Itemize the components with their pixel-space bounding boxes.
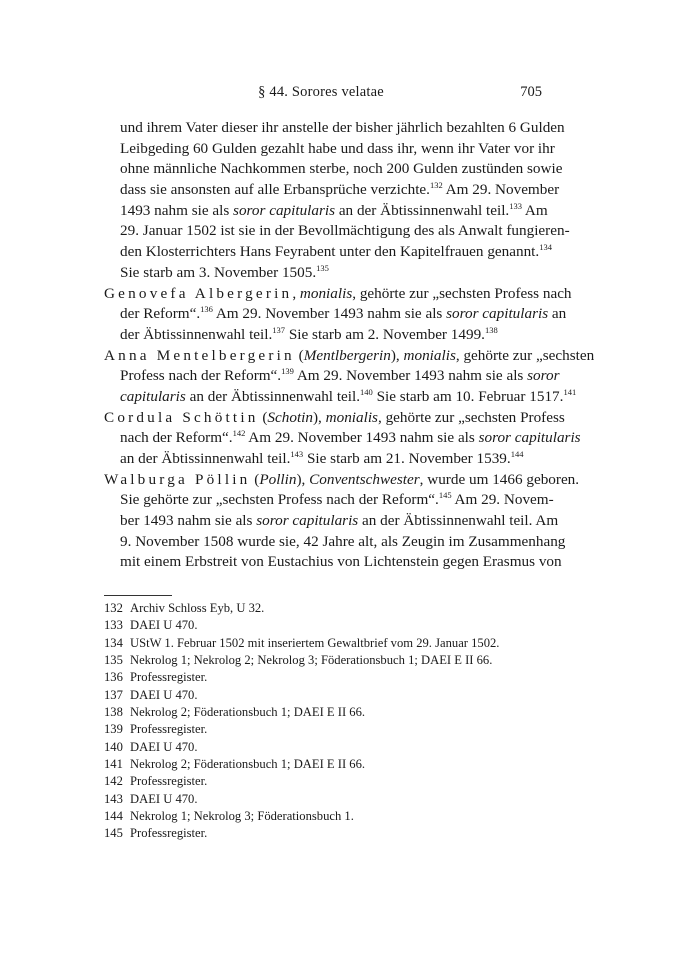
section-title: § 44. Sorores velatae bbox=[258, 84, 384, 100]
text-run: Sie starb am 10. Februar 1517. bbox=[372, 387, 564, 405]
footnote-text: Professregister. bbox=[130, 670, 208, 685]
italic-text: Mentlbergerin bbox=[303, 346, 391, 364]
text-run: , gehörte zur „sechsten Profess bbox=[377, 408, 565, 426]
text-line bbox=[104, 428, 581, 449]
footnote-text: Nekrolog 1; Nekrolog 3; Föderationsbuch 1. bbox=[130, 809, 354, 824]
footnote-number: 139 bbox=[104, 722, 123, 737]
text-run: an bbox=[548, 305, 567, 323]
footnote bbox=[104, 721, 545, 738]
text-run: Am 29. Novem- bbox=[451, 491, 554, 509]
footnote-ref: 134 bbox=[539, 242, 552, 253]
italic-text: Schotin bbox=[267, 408, 313, 426]
footnote bbox=[104, 808, 545, 825]
text-run: ), bbox=[312, 408, 326, 426]
text-run: ohne männliche Nachkommen sterbe, noch 200 Gulden zustünden sowie bbox=[120, 160, 563, 178]
text-run: ( bbox=[250, 470, 260, 488]
footnote-text: Nekrolog 1; Nekrolog 2; Nekrolog 3; Föderationsbuch 1; DAEI E II 66. bbox=[130, 653, 493, 668]
text-line bbox=[104, 532, 566, 553]
footnote-ref: 137 bbox=[272, 324, 286, 335]
footnote-ref: 139 bbox=[281, 366, 294, 377]
footnote-ref: 140 bbox=[360, 387, 373, 397]
text-line bbox=[104, 387, 577, 408]
text-run: , gehörte zur „sechsten bbox=[455, 346, 595, 364]
page-number: 705 bbox=[520, 84, 542, 100]
italic-text: soror capitularis bbox=[256, 512, 359, 530]
text-run: an der Äbtissinnenwahl teil. bbox=[120, 450, 291, 467]
footnote-number: 142 bbox=[104, 774, 123, 789]
footnote-number: 141 bbox=[104, 757, 123, 772]
text-run: 9. November 1508 wurde sie, 42 Jahre alt, als Zeugin im Zusammenhang bbox=[120, 532, 566, 550]
footnote bbox=[104, 617, 545, 634]
text-line bbox=[104, 200, 548, 222]
text-run: , bbox=[292, 284, 300, 302]
text-line bbox=[104, 221, 570, 242]
text-run: Am 29. November 1493 nahm sie als bbox=[212, 305, 447, 323]
footnote-text: Professregister. bbox=[130, 826, 208, 841]
footnote-text: Archiv Schloss Eyb, U 32. bbox=[130, 601, 265, 615]
running-head bbox=[100, 84, 542, 104]
footnote-number: 145 bbox=[104, 826, 123, 841]
footnote bbox=[104, 739, 545, 756]
footnote-number: 133 bbox=[104, 618, 123, 633]
footnote bbox=[104, 669, 545, 686]
text-run: nach der Reform“. bbox=[120, 429, 233, 447]
footnote-text: Professregister. bbox=[130, 774, 208, 789]
footnote-text: DAEI U 470. bbox=[130, 791, 198, 806]
text-line bbox=[104, 366, 560, 387]
footnote-text: DAEI U 470. bbox=[130, 739, 198, 754]
text-run: an der Äbtissinnenwahl teil. Am bbox=[358, 512, 559, 530]
italic-text: soror capitularis bbox=[478, 429, 581, 447]
text-line bbox=[104, 304, 567, 325]
text-line bbox=[104, 408, 565, 429]
person-name: Walburga Pöllin bbox=[104, 470, 251, 488]
person-name: Cordula Schöttin bbox=[104, 408, 259, 426]
text-run: ( bbox=[258, 408, 268, 426]
footnote-number: 136 bbox=[104, 670, 123, 685]
footnote-ref: 145 bbox=[438, 490, 452, 501]
footnote bbox=[104, 825, 545, 842]
text-line bbox=[104, 511, 559, 532]
body-text bbox=[104, 118, 595, 573]
text-line bbox=[104, 490, 554, 511]
text-line bbox=[104, 325, 545, 346]
footnote-number: 134 bbox=[104, 635, 123, 650]
text-line bbox=[104, 346, 595, 367]
text-run: den Klosterrichters Hans Feyrabent unter den Kapitelfrauen genannt. bbox=[120, 243, 540, 261]
person-name: Anna Mentelbergerin bbox=[104, 346, 295, 364]
footnote-number: 132 bbox=[104, 601, 123, 615]
text-run: Leibgeding 60 Gulden gezahlt habe und dass ihr, wenn ihr Vater vor ihr bbox=[120, 139, 555, 157]
text-run: , gehörte zur „sechsten Profess nach bbox=[352, 284, 572, 302]
footnote bbox=[104, 687, 545, 704]
footnote-text: Professregister. bbox=[130, 722, 208, 737]
text-run: Profess nach der Reform“. bbox=[120, 367, 282, 385]
footnote bbox=[104, 756, 545, 773]
italic-text: monialis bbox=[325, 408, 378, 426]
italic-text: Conventschwester bbox=[309, 470, 420, 488]
footnote-number: 140 bbox=[104, 739, 123, 754]
footnote-ref: 142 bbox=[232, 428, 246, 439]
text-line bbox=[104, 263, 545, 284]
footnote-number: 138 bbox=[104, 705, 123, 720]
text-line bbox=[104, 449, 545, 470]
footnote-rule bbox=[104, 595, 172, 596]
footnotes bbox=[104, 600, 545, 843]
text-line bbox=[104, 180, 560, 201]
text-run: Am 29. November 1493 nahm sie als bbox=[245, 429, 479, 447]
text-run: 29. Januar 1502 ist sie in der Bevollmächtigung des als Anwalt fungieren- bbox=[120, 222, 570, 240]
text-run: ( bbox=[294, 346, 304, 364]
italic-text: soror bbox=[527, 367, 560, 385]
text-run: an der Äbtissinnenwahl teil. bbox=[185, 387, 361, 405]
footnote bbox=[104, 704, 545, 721]
text-line bbox=[104, 159, 563, 180]
italic-text: monialis bbox=[403, 346, 456, 364]
footnote-text: DAEI U 470. bbox=[130, 687, 198, 702]
footnote bbox=[104, 600, 545, 617]
footnote-ref: 132 bbox=[429, 180, 443, 191]
footnote bbox=[104, 635, 545, 652]
italic-text: Pollin bbox=[259, 470, 297, 488]
text-run: Sie starb am 2. November 1499. bbox=[285, 325, 485, 343]
text-run: und ihrem Vater dieser ihr anstelle der bisher jährlich bezahlten 6 Gulden bbox=[120, 119, 565, 136]
text-line bbox=[104, 118, 565, 139]
text-run: Sie starb am 21. November 1539. bbox=[303, 450, 511, 467]
footnote-ref: 138 bbox=[484, 324, 498, 335]
text-run: Am bbox=[521, 201, 548, 219]
footnote-number: 143 bbox=[104, 791, 123, 806]
text-line bbox=[104, 284, 572, 305]
footnote bbox=[104, 773, 545, 790]
text-line bbox=[104, 552, 562, 573]
footnote-ref: 141 bbox=[563, 387, 577, 397]
footnote bbox=[104, 791, 545, 808]
text-run: ber 1493 nahm sie als bbox=[120, 512, 257, 530]
text-run: der Äbtissinnenwahl teil. bbox=[120, 325, 273, 343]
italic-text: capitularis bbox=[120, 387, 186, 405]
text-run: der Reform“. bbox=[120, 305, 201, 323]
italic-text: soror capitularis bbox=[233, 201, 336, 219]
text-run: Am 29. November 1493 nahm sie als bbox=[293, 367, 528, 385]
footnote-text: DAEI U 470. bbox=[130, 618, 198, 633]
italic-text: monialis bbox=[299, 284, 353, 302]
footnote-ref: 133 bbox=[509, 200, 522, 211]
text-run: Am 29. November bbox=[442, 181, 560, 199]
footnote-text: UStW 1. Februar 1502 mit inseriertem Gewaltbrief vom 29. Januar 1502. bbox=[130, 635, 500, 650]
footnote-number: 135 bbox=[104, 653, 123, 668]
footnote-ref: 136 bbox=[200, 304, 213, 315]
text-line bbox=[104, 470, 580, 491]
text-run: dass sie ansonsten auf alle Erbansprüche verzichte. bbox=[120, 181, 430, 199]
footnote-ref: 143 bbox=[290, 449, 304, 460]
text-run: , wurde um 1466 geboren. bbox=[419, 470, 580, 488]
text-run: Sie gehörte zur „sechsten Profess nach der Reform“. bbox=[120, 491, 439, 509]
text-run: ), bbox=[296, 470, 310, 488]
text-run: ), bbox=[390, 346, 404, 364]
footnote-number: 144 bbox=[104, 809, 123, 824]
footnote-ref: 144 bbox=[510, 449, 524, 460]
footnote-text: Nekrolog 2; Föderationsbuch 1; DAEI E II 66. bbox=[130, 757, 366, 772]
footnote-text: Nekrolog 2; Föderationsbuch 1; DAEI E II 66. bbox=[130, 705, 366, 720]
footnote-ref: 135 bbox=[316, 262, 329, 273]
person-name: Genovefa Albergerin bbox=[104, 284, 293, 302]
text-run: mit einem Erbstreit von Eustachius von Lichtenstein gegen Erasmus von bbox=[120, 553, 562, 571]
text-line bbox=[104, 139, 555, 160]
text-line bbox=[104, 242, 552, 263]
footnote-number: 137 bbox=[104, 687, 123, 702]
text-run: an der Äbtissinnenwahl teil. bbox=[335, 201, 510, 219]
italic-text: soror capitularis bbox=[446, 305, 549, 323]
text-run: 1493 nahm sie als bbox=[120, 201, 234, 219]
footnote bbox=[104, 652, 545, 669]
text-run: Sie starb am 3. November 1505. bbox=[120, 263, 317, 281]
